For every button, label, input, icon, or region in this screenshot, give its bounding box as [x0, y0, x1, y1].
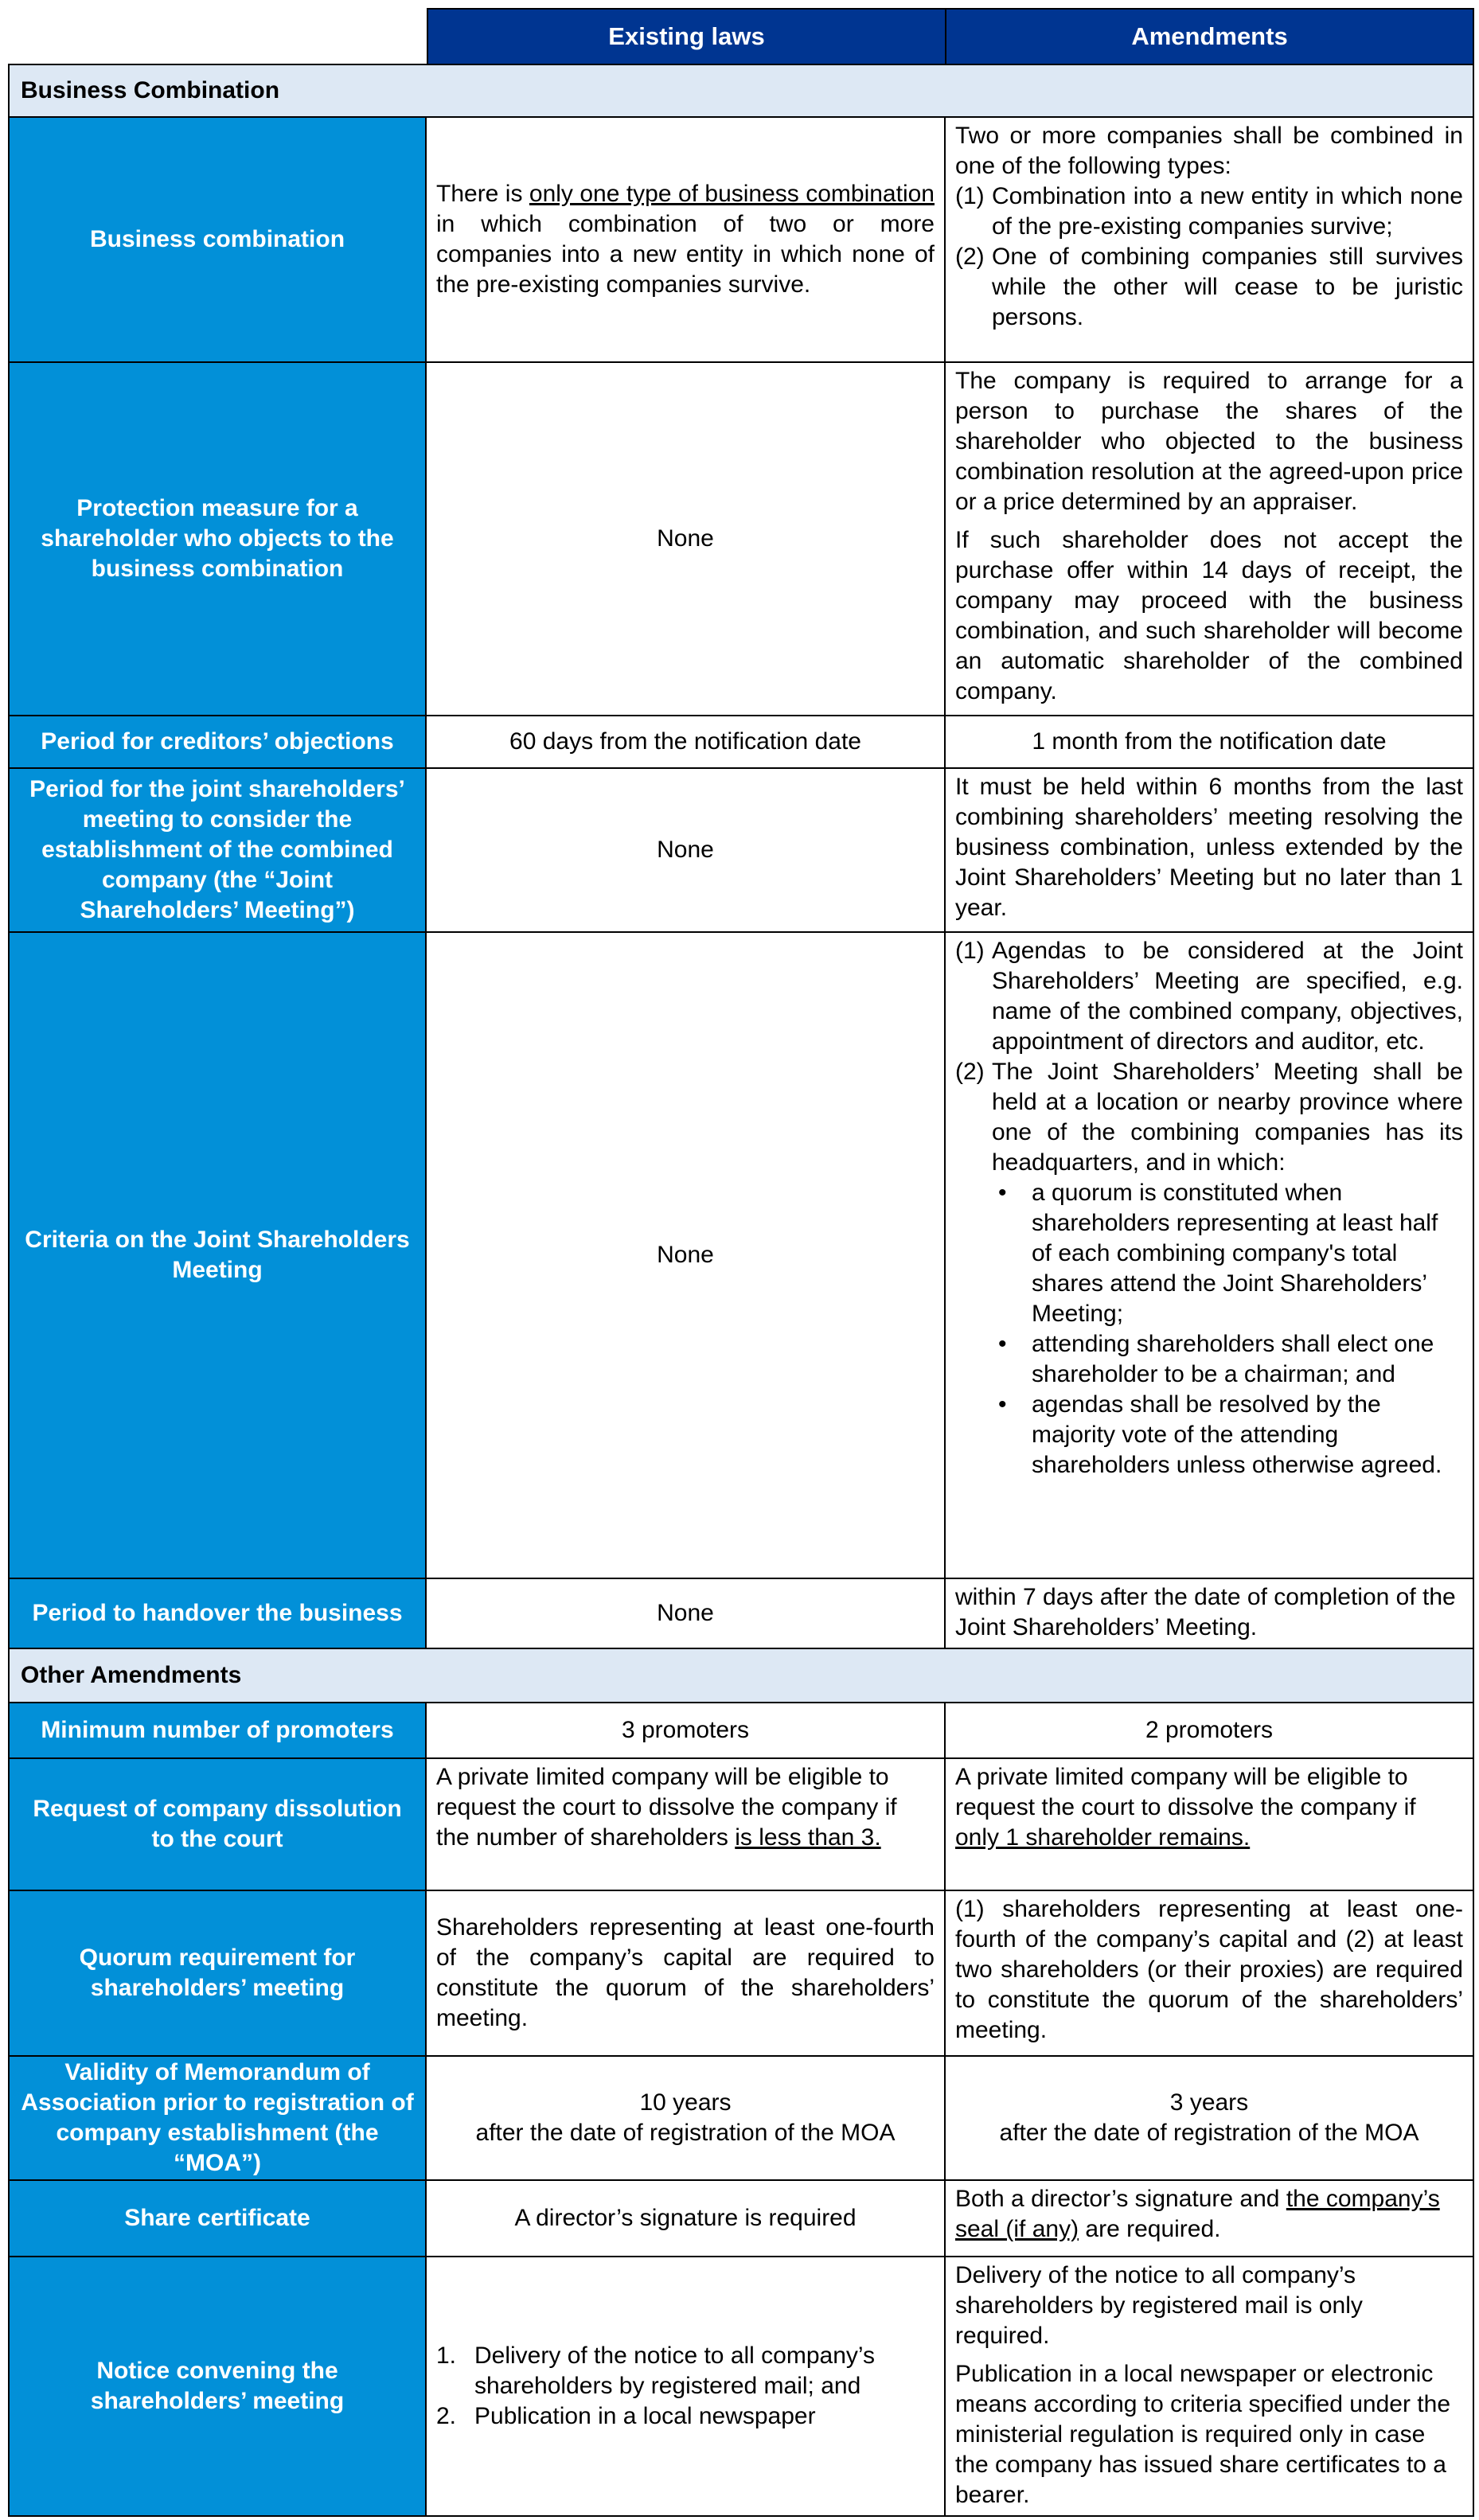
amendment-paragraph: The company is required to arrange for a person to purchase the shares of the shareholder who objected to the business combination resolution at the agreed-upon price or a price determined by an appraiser.	[955, 368, 1463, 515]
item-number: 2.	[436, 2403, 457, 2429]
amendment-paragraph: If such shareholder does not accept the purchase offer within 14 days of receipt, the company may proceed with the business combination, and such shareholder will become an automatic shareholder of the combined company.	[955, 527, 1463, 704]
numbered-item	[955, 1057, 1463, 1178]
numbered-item	[436, 2401, 935, 2432]
numbered-item	[436, 2341, 935, 2401]
amendment-cell	[946, 933, 1473, 1578]
amendment-paragraph: Delivery of the notice to all company’s shareholders by registered mail is only required.	[955, 2262, 1363, 2349]
existing-law-cell	[427, 2057, 946, 2179]
existing-law-cell: 60 days from the notification date	[427, 716, 946, 767]
existing-law-cell	[427, 2257, 946, 2515]
text: A private limited company will be eligible to request the court to dissolve the company if the number of shareholders	[436, 1764, 897, 1851]
item-text: The Joint Shareholders’ Meeting shall be held at a location or nearby province where one of the combining companies has its headquarters, and in which:	[992, 1059, 1463, 1176]
header-amendments: Amendments	[946, 8, 1474, 64]
item-text: Delivery of the notice to all company’s shareholders by registered mail; and	[474, 2343, 876, 2399]
table-row-joint-meeting-criteria	[8, 933, 1474, 1579]
row-label: Criteria on the Joint Shareholders Meeting	[10, 933, 427, 1578]
amendment-cell: (1) shareholders representing at least one-fourth of the company’s capital and (2) at least two shareholders (or their proxies) are required to constitute the quorum of the shareholders’ meeting.	[955, 1896, 1463, 2043]
bullet-text: attending shareholders shall elect one shareholder to be a chairman; and	[1032, 1331, 1434, 1387]
bullet-item	[992, 1390, 1463, 1480]
table-row-dissolution-request	[8, 1759, 1474, 1891]
existing-law-cell: None	[427, 933, 946, 1578]
amendment-cell: It must be held within 6 months from the last combining shareholders’ meeting resolving the business combination, unless extended by the Joint Shareholders’ Meeting but no later than 1 year.	[955, 774, 1463, 921]
amendment-cell	[946, 1759, 1473, 1890]
text: 3 years	[1169, 2089, 1249, 2116]
section-header-business-combination: Business Combination	[8, 64, 1474, 118]
row-label: Share certificate	[10, 2181, 427, 2256]
row-label: Quorum requirement for shareholders’ meeting	[10, 1891, 427, 2055]
item-text: Combination into a new entity in which none of the pre-existing companies survive;	[992, 183, 1463, 240]
item-text: Agendas to be considered at the Joint Shareholders’ Meeting are specified, e.g. name of the combined company, objectives, appointment of directors and auditor, etc.	[992, 938, 1463, 1055]
item-number: 1.	[436, 2343, 457, 2369]
item-number: (2)	[955, 244, 985, 270]
row-label: Request of company dissolution to the court	[10, 1759, 427, 1890]
row-label: Protection measure for a shareholder who objects to the business combination	[10, 363, 427, 715]
bullet-icon: •	[998, 1391, 1007, 1418]
table-header	[8, 8, 1474, 64]
existing-law-cell	[427, 1759, 946, 1890]
numbered-item	[955, 242, 1463, 333]
item-number: (1)	[955, 183, 985, 209]
amendment-cell: within 7 days after the date of completion of the Joint Shareholders’ Meeting.	[955, 1584, 1456, 1640]
section-header-other-amendments: Other Amendments	[8, 1649, 1474, 1703]
item-number: (2)	[955, 1059, 985, 1085]
text: Both a director’s signature and	[955, 2186, 1286, 2212]
row-label: Notice convening the shareholders’ meeting	[10, 2257, 427, 2515]
numbered-item	[955, 181, 1463, 242]
row-label: Business combination	[10, 118, 427, 361]
existing-law-cell: None	[427, 1579, 946, 1648]
bullet-item	[992, 1178, 1463, 1329]
table-row-joint-meeting-period	[8, 769, 1474, 933]
row-label: Minimum number of promoters	[10, 1703, 427, 1757]
row-label: Period for the joint shareholders’ meeting to consider the establishment of the combined company (the “Joint Shareholders’ Meeting”)	[10, 769, 427, 931]
underlined-text: the company’s seal (if any)	[955, 2186, 1440, 2242]
underlined-text: only 1 shareholder remains.	[955, 1824, 1251, 1851]
header-existing-laws: Existing laws	[427, 8, 946, 64]
amendment-intro: Two or more companies shall be combined in one of the following types:	[955, 123, 1463, 179]
table-row-share-certificate	[8, 2181, 1474, 2257]
text: A private limited company will be eligible to request the court to dissolve the company if	[955, 1764, 1416, 1820]
existing-law-cell: None	[427, 769, 946, 931]
header-blank-cell	[8, 8, 427, 64]
table-row-quorum-requirement	[8, 1891, 1474, 2057]
table-row-handover-period	[8, 1579, 1474, 1649]
row-label: Period for creditors’ objections	[10, 716, 427, 767]
bullet-icon: •	[998, 1331, 1007, 1357]
numbered-item	[955, 936, 1463, 1057]
table-row-business-combination	[8, 118, 1474, 363]
text: in which combination of two or more companies into a new entity in which none of the pre-existing companies survive.	[436, 211, 935, 298]
underlined-text: is less than 3.	[735, 1824, 881, 1851]
existing-law-cell	[427, 1891, 946, 2055]
amendment-cell	[946, 118, 1473, 361]
comparison-table	[8, 8, 1474, 2517]
item-text: Publication in a local newspaper	[474, 2403, 816, 2429]
existing-law-cell: A director’s signature is required	[427, 2181, 946, 2256]
amendment-cell	[946, 363, 1473, 715]
table-row-protection-measure	[8, 363, 1474, 716]
text: after the date of registration of the MOA	[475, 2120, 896, 2146]
bullet-icon: •	[998, 1180, 1007, 1206]
underlined-text: only one type of business combination	[529, 181, 935, 207]
amendment-cell	[946, 2057, 1473, 2179]
item-number: (1)	[955, 938, 985, 964]
existing-law-cell: 3 promoters	[427, 1703, 946, 1757]
text: There is	[436, 181, 529, 207]
text: Shareholders representing at least one-fourth of the company’s capital are required to constitute the quorum of the shareholders’ meeting.	[436, 1914, 935, 2031]
text: are required.	[1079, 2216, 1221, 2242]
amendment-paragraph: Publication in a local newspaper or electronic means according to criteria specified under the ministerial regulation is required only in case the company has issued share certificates to a bearer.	[955, 2361, 1451, 2508]
bullet-item	[992, 1329, 1463, 1390]
bullet-text: a quorum is constituted when shareholders representing at least half of each combining company's total shares attend the Joint Shareholders’ Meeting;	[1032, 1180, 1438, 1327]
table-row-notice-convening	[8, 2257, 1474, 2517]
item-text: One of combining companies still survives while the other will cease to be juristic persons.	[992, 244, 1463, 330]
row-label: Period to handover the business	[10, 1579, 427, 1648]
table-row-minimum-promoters	[8, 1703, 1474, 1759]
text: 10 years	[639, 2089, 732, 2116]
existing-law-cell: None	[427, 363, 946, 715]
table-row-moa-validity	[8, 2057, 1474, 2181]
row-label: Validity of Memorandum of Association prior to registration of company establishment (the “MOA”)	[10, 2057, 427, 2179]
amendment-cell	[946, 2181, 1473, 2256]
amendment-cell: 2 promoters	[1145, 1717, 1274, 1743]
amendment-cell	[946, 2257, 1473, 2515]
amendment-cell: 1 month from the notification date	[1032, 728, 1387, 755]
table-row-creditors-objections	[8, 716, 1474, 769]
text: after the date of registration of the MOA	[999, 2120, 1419, 2146]
bullet-text: agendas shall be resolved by the majority vote of the attending shareholders unless otherwise agreed.	[1032, 1391, 1442, 1478]
existing-law-cell	[427, 118, 946, 361]
